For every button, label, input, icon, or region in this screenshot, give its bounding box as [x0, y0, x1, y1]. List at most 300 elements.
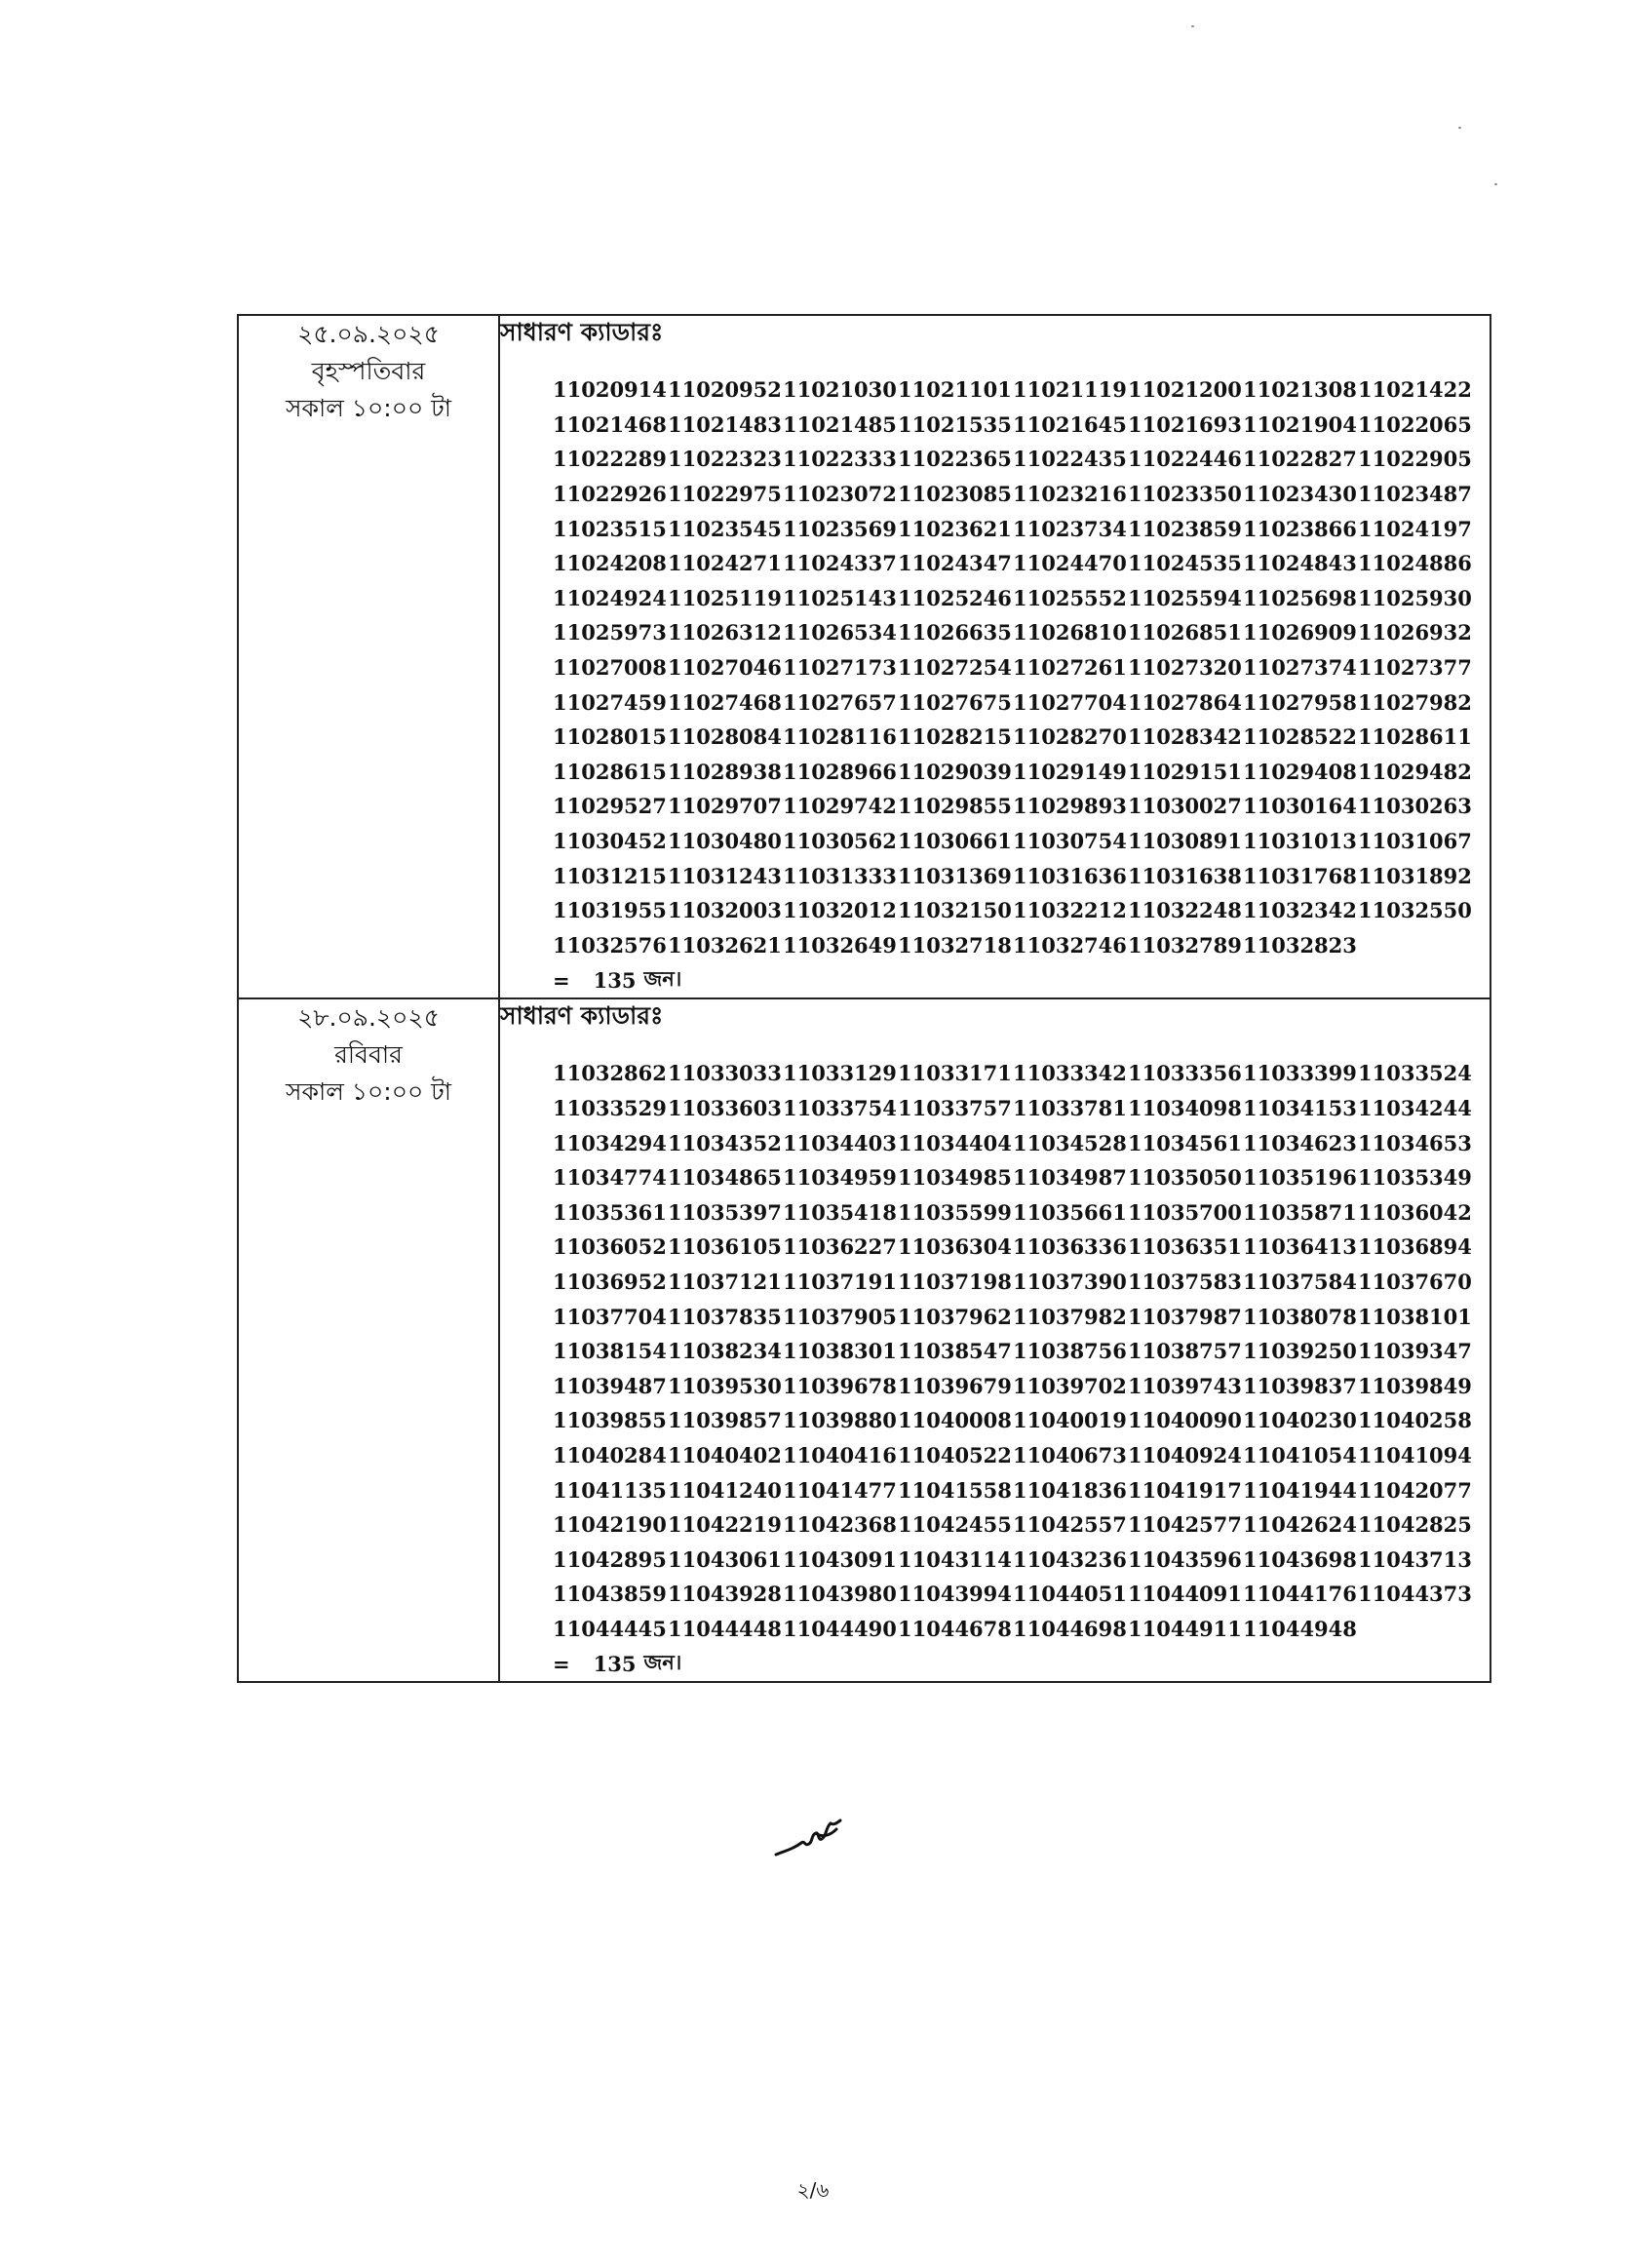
roll-number: 11037583: [1128, 1269, 1242, 1294]
roll-number-row: [500, 1403, 1490, 1438]
roll-list-cell: [499, 998, 1490, 1682]
roll-number: 11021693: [1128, 411, 1242, 437]
roll-number: 11029707: [668, 794, 782, 819]
roll-number: 11035349: [1358, 1165, 1472, 1191]
roll-number: 11025594: [1128, 585, 1242, 610]
roll-number: 11036042: [1358, 1199, 1472, 1225]
roll-number: 11043928: [668, 1582, 782, 1607]
roll-number: 11023487: [1358, 482, 1472, 507]
roll-number: 11042455: [898, 1512, 1012, 1538]
roll-number: 11042219: [668, 1512, 782, 1538]
roll-number: 11033342: [1013, 1061, 1127, 1086]
roll-number: 11032012: [783, 898, 897, 923]
roll-number-row: [500, 615, 1490, 650]
roll-number: 11029855: [898, 794, 1012, 819]
roll-number: 11039855: [553, 1408, 667, 1433]
roll-number-row: [500, 789, 1490, 824]
roll-number: 11043980: [783, 1582, 897, 1607]
roll-number: 11041240: [668, 1477, 782, 1503]
total-count: 135: [593, 1651, 637, 1676]
roll-number: 11031768: [1243, 863, 1357, 888]
roll-number: 11034528: [1013, 1130, 1127, 1155]
roll-number: 11028966: [783, 759, 897, 784]
roll-number: 11028615: [553, 759, 667, 784]
roll-number: 11037905: [783, 1304, 897, 1329]
roll-number: 11026534: [783, 620, 897, 645]
exam-date-cell: [238, 998, 499, 1682]
roll-number: 11028215: [898, 724, 1012, 750]
roll-number: 11023621: [898, 516, 1012, 541]
roll-number: 11040090: [1128, 1408, 1242, 1433]
roll-number: 11033524: [1358, 1061, 1472, 1086]
roll-number-row: [500, 1125, 1490, 1160]
roll-number-row: [500, 1194, 1490, 1230]
roll-number: 11032150: [898, 898, 1012, 923]
roll-number: 11024271: [668, 551, 782, 576]
roll-number: 11030754: [1013, 829, 1127, 854]
roll-number: 11031215: [553, 863, 667, 888]
roll-number: 11030263: [1358, 794, 1472, 819]
roll-number: 11023085: [898, 482, 1012, 507]
roll-number: 11029149: [1013, 759, 1127, 784]
scan-speck: [1458, 127, 1461, 129]
roll-number: 11037835: [668, 1304, 782, 1329]
roll-number: 11043994: [898, 1582, 1012, 1607]
roll-number: 11023545: [668, 516, 782, 541]
roll-number: 11037198: [898, 1269, 1012, 1294]
roll-number: 11030164: [1243, 794, 1357, 819]
roll-number: 11032003: [668, 898, 782, 923]
roll-number: 11027254: [898, 655, 1012, 681]
roll-number: 11024208: [553, 551, 667, 576]
roll-number: 11034623: [1243, 1130, 1357, 1155]
roll-number-row: [500, 477, 1490, 512]
roll-number: 11032212: [1013, 898, 1127, 923]
roll-number: 11034985: [898, 1165, 1012, 1191]
roll-number: 11027374: [1243, 655, 1357, 681]
roll-number: 11030452: [553, 829, 667, 854]
roll-number: 11041917: [1128, 1477, 1242, 1503]
roll-number: 11033754: [783, 1095, 897, 1120]
roll-number: 11043061: [668, 1546, 782, 1572]
roll-number: 11028342: [1128, 724, 1242, 750]
roll-number: 11038547: [898, 1339, 1012, 1364]
roll-number: 11039702: [1013, 1373, 1127, 1398]
roll-number: 11033757: [898, 1095, 1012, 1120]
roll-number: 11035661: [1013, 1199, 1127, 1225]
roll-number: 11020952: [668, 377, 782, 403]
roll-number-row: [500, 1612, 1490, 1647]
roll-number: 11021030: [783, 377, 897, 403]
roll-number: 11020914: [553, 377, 667, 403]
roll-number: 11036336: [1013, 1234, 1127, 1260]
roll-number: 11044091: [1128, 1582, 1242, 1607]
roll-number: 11036952: [553, 1269, 667, 1294]
roll-number: 11041944: [1243, 1477, 1357, 1503]
scan-speck: [1191, 25, 1194, 27]
roll-number: 11030891: [1128, 829, 1242, 854]
roll-number: 11027958: [1243, 689, 1357, 715]
roll-number-row: [500, 1265, 1490, 1300]
roll-number: 11022435: [1013, 447, 1127, 472]
roll-number: 11040673: [1013, 1442, 1127, 1467]
roll-number: 11044678: [898, 1616, 1012, 1641]
roll-number-row: [500, 824, 1490, 859]
roll-number: 11026851: [1128, 620, 1242, 645]
roll-number: 11034294: [553, 1130, 667, 1155]
roll-number: 11029482: [1358, 759, 1472, 784]
roll-number: 11024470: [1013, 551, 1127, 576]
roll-number: 11037982: [1013, 1304, 1127, 1329]
roll-number: 11041094: [1358, 1442, 1472, 1467]
roll-number-row: [500, 1056, 1490, 1091]
roll-number: 11027675: [898, 689, 1012, 715]
roll-number: 11027173: [783, 655, 897, 681]
roll-number: 11033356: [1128, 1061, 1242, 1086]
roll-number: 11022333: [783, 447, 897, 472]
roll-number: 11034774: [553, 1165, 667, 1191]
roll-number: 11027864: [1128, 689, 1242, 715]
roll-number: 11034153: [1243, 1095, 1357, 1120]
roll-number: 11037191: [783, 1269, 897, 1294]
roll-number: 11027459: [553, 689, 667, 715]
roll-number: 11023866: [1243, 516, 1357, 541]
roll-number: 11034403: [783, 1130, 897, 1155]
roll-number-row: [500, 1160, 1490, 1195]
roll-number: 11027982: [1358, 689, 1472, 715]
roll-number: 11029039: [898, 759, 1012, 784]
roll-number: 11033603: [668, 1095, 782, 1120]
roll-number: 11026909: [1243, 620, 1357, 645]
roll-number: 11044373: [1358, 1582, 1472, 1607]
cadre-title: সাধারণ ক্যাডারঃ: [500, 1001, 664, 1031]
roll-number: 11040924: [1128, 1442, 1242, 1467]
roll-number: 11028270: [1013, 724, 1127, 750]
roll-number: 11031067: [1358, 829, 1472, 854]
roll-number: 11021308: [1243, 377, 1357, 403]
roll-number: 11034959: [783, 1165, 897, 1191]
roll-number: 11026635: [898, 620, 1012, 645]
roll-number-row: [500, 650, 1490, 685]
roll-number: 11026810: [1013, 620, 1127, 645]
page-number: ২/৬: [796, 2178, 830, 2202]
roll-number: 11044051: [1013, 1582, 1127, 1607]
exam-date: ২৫.০৯.২০২৫: [297, 320, 440, 348]
roll-number: 11037390: [1013, 1269, 1127, 1294]
roll-number: 11044490: [783, 1616, 897, 1641]
roll-number: 11043236: [1013, 1546, 1127, 1572]
roll-number: 11040008: [898, 1408, 1012, 1433]
roll-number: 11032862: [553, 1061, 667, 1086]
roll-number: 11021119: [1013, 377, 1127, 403]
roll-number: 11037962: [898, 1304, 1012, 1329]
roll-number: 11037121: [668, 1269, 782, 1294]
roll-number-row: [500, 1368, 1490, 1403]
roll-number: 11035418: [783, 1199, 897, 1225]
roll-number: 11033529: [553, 1095, 667, 1120]
roll-number: 11023859: [1128, 516, 1242, 541]
exam-date-cell: [238, 315, 499, 998]
roll-number: 11035700: [1128, 1199, 1242, 1225]
roll-number: 11043114: [898, 1546, 1012, 1572]
roll-number: 11042577: [1128, 1512, 1242, 1538]
roll-number: 11034653: [1358, 1130, 1472, 1155]
roll-number: 11032746: [1013, 932, 1127, 958]
roll-number: 11029893: [1013, 794, 1127, 819]
roll-number: 11021101: [898, 377, 1012, 403]
roll-number: 11031243: [668, 863, 782, 888]
roll-number: 11025930: [1358, 585, 1472, 610]
roll-number: 11033781: [1013, 1095, 1127, 1120]
roll-number: 11041135: [553, 1477, 667, 1503]
roll-number-row: [500, 442, 1490, 477]
roll-number: 11039347: [1358, 1339, 1472, 1364]
total-equals: =: [553, 967, 570, 993]
roll-number-row: [500, 1577, 1490, 1612]
roll-number-row: [500, 755, 1490, 790]
exam-day: বৃহস্পতিবার: [311, 357, 426, 385]
roll-number: 11032342: [1243, 898, 1357, 923]
roll-number: 11029742: [783, 794, 897, 819]
roll-number: 11034865: [668, 1165, 782, 1191]
roll-number: 11035196: [1243, 1165, 1357, 1191]
roll-number: 11042557: [1013, 1512, 1127, 1538]
roll-number: 11021485: [783, 411, 897, 437]
roll-number: 11031333: [783, 863, 897, 888]
roll-number: 11025119: [668, 585, 782, 610]
roll-number: 11041836: [1013, 1477, 1127, 1503]
roll-number: 11035361: [553, 1199, 667, 1225]
roll-number: 11042624: [1243, 1512, 1357, 1538]
exam-schedule-table: [237, 314, 1491, 1683]
roll-number: 11023216: [1013, 482, 1127, 507]
exam-day: রবিবার: [334, 1040, 403, 1070]
schedule-row: [238, 998, 1490, 1682]
roll-number: 11044948: [1243, 1616, 1357, 1641]
roll-number: 11022827: [1243, 447, 1357, 472]
roll-number: 11043698: [1243, 1546, 1357, 1572]
roll-number: 11027261: [1013, 655, 1127, 681]
roll-number: 11038234: [668, 1339, 782, 1364]
roll-number: 11040284: [553, 1442, 667, 1467]
roll-number: 11043596: [1128, 1546, 1242, 1572]
roll-number: 11041558: [898, 1477, 1012, 1503]
roll-number: 11030027: [1128, 794, 1242, 819]
roll-number: 11025143: [783, 585, 897, 610]
roll-number: 11024886: [1358, 551, 1472, 576]
roll-number: 11022975: [668, 482, 782, 507]
total-equals: =: [553, 1651, 570, 1676]
roll-number: 11042190: [553, 1512, 667, 1538]
roll-number: 11021200: [1128, 377, 1242, 403]
roll-number: 11036894: [1358, 1234, 1472, 1260]
roll-number: 11039487: [553, 1373, 667, 1398]
roll-number: 11023072: [783, 482, 897, 507]
roll-number-row: [500, 1472, 1490, 1507]
roll-number: 11039880: [783, 1408, 897, 1433]
roll-number: 11039849: [1358, 1373, 1472, 1398]
roll-number: 11028522: [1243, 724, 1357, 750]
roll-number: 11025552: [1013, 585, 1127, 610]
roll-number: 11032248: [1128, 898, 1242, 923]
roll-number: 11031638: [1128, 863, 1242, 888]
schedule-row: [238, 315, 1490, 998]
roll-number: 11027657: [783, 689, 897, 715]
roll-number-row: [500, 1334, 1490, 1369]
roll-number: 11032649: [783, 932, 897, 958]
roll-number: 11029151: [1128, 759, 1242, 784]
roll-number: 11024197: [1358, 516, 1472, 541]
roll-number: 11021422: [1358, 377, 1472, 403]
roll-list-cell: [499, 315, 1490, 998]
roll-number: 11029527: [553, 794, 667, 819]
roll-number: 11030480: [668, 829, 782, 854]
roll-number: 11044698: [1013, 1616, 1127, 1641]
candidate-total: [500, 962, 1490, 997]
roll-number: 11043713: [1358, 1546, 1472, 1572]
roll-number: 11038078: [1243, 1304, 1357, 1329]
roll-number: 11040522: [898, 1442, 1012, 1467]
roll-number: 11027320: [1128, 655, 1242, 681]
roll-number: 11036227: [783, 1234, 897, 1260]
roll-number: 11044445: [553, 1616, 667, 1641]
cadre-title: সাধারণ ক্যাডারঃ: [500, 318, 664, 346]
roll-number: 11044448: [668, 1616, 782, 1641]
roll-number: 11021468: [553, 411, 667, 437]
roll-number: 11027046: [668, 655, 782, 681]
total-count: 135: [593, 967, 637, 993]
roll-number: 11042895: [553, 1546, 667, 1572]
roll-number-row: [500, 546, 1490, 581]
roll-number: 11037584: [1243, 1269, 1357, 1294]
roll-number-row: [500, 1230, 1490, 1265]
roll-number-row: [500, 928, 1490, 963]
roll-number: 11035050: [1128, 1165, 1242, 1191]
roll-number: 11023515: [553, 516, 667, 541]
roll-number: 11030661: [898, 829, 1012, 854]
roll-number: 11039743: [1128, 1373, 1242, 1398]
roll-number: 11031892: [1358, 863, 1472, 888]
roll-number: 11038756: [1013, 1339, 1127, 1364]
roll-number: 11021483: [668, 411, 782, 437]
signature-mark: [772, 1812, 850, 1870]
roll-number: 11028938: [668, 759, 782, 784]
roll-number: 11034987: [1013, 1165, 1127, 1191]
roll-number-row: [500, 581, 1490, 616]
roll-number: 11032789: [1128, 932, 1242, 958]
roll-number: 11040402: [668, 1442, 782, 1467]
roll-number: 11027008: [553, 655, 667, 681]
roll-number: 11034561: [1128, 1130, 1242, 1155]
roll-number: 11034098: [1128, 1095, 1242, 1120]
roll-number: 11042825: [1358, 1512, 1472, 1538]
roll-number: 11038757: [1128, 1339, 1242, 1364]
roll-number: 11024924: [553, 585, 667, 610]
total-unit: জন।: [643, 1650, 682, 1674]
roll-number: 11040230: [1243, 1408, 1357, 1433]
roll-number: 11022065: [1358, 411, 1472, 437]
roll-number: 11022289: [553, 447, 667, 472]
roll-number-row: [500, 720, 1490, 755]
roll-number: 11043859: [553, 1582, 667, 1607]
roll-number: 11029408: [1243, 759, 1357, 784]
roll-number: 11039837: [1243, 1373, 1357, 1398]
roll-number: 11036105: [668, 1234, 782, 1260]
roll-number: 11043091: [783, 1546, 897, 1572]
exam-time: সকাল ১০:০০ টা: [285, 1077, 452, 1107]
roll-number: 11035397: [668, 1199, 782, 1225]
roll-number: 11039250: [1243, 1339, 1357, 1364]
roll-number: 11026932: [1358, 620, 1472, 645]
roll-number: 11044911: [1128, 1616, 1242, 1641]
roll-number: 11032550: [1358, 898, 1472, 923]
roll-number: 11032621: [668, 932, 782, 958]
roll-number: 11022905: [1358, 447, 1472, 472]
roll-number-row: [500, 511, 1490, 546]
roll-number: 11027377: [1358, 655, 1472, 681]
roll-number: 11026312: [668, 620, 782, 645]
roll-number-row: [500, 684, 1490, 720]
roll-number: 11032718: [898, 932, 1012, 958]
roll-number-row: [500, 858, 1490, 893]
roll-number-row: [500, 372, 1490, 408]
roll-number: 11041477: [783, 1477, 897, 1503]
roll-number: 11033129: [783, 1061, 897, 1086]
roll-number: 11036413: [1243, 1234, 1357, 1260]
roll-number: 11024535: [1128, 551, 1242, 576]
roll-number: 11040258: [1358, 1408, 1472, 1433]
roll-number: 11023569: [783, 516, 897, 541]
roll-number: 11038301: [783, 1339, 897, 1364]
roll-number: 11032576: [553, 932, 667, 958]
candidate-total: [500, 1646, 1490, 1681]
exam-time: সকাল ১০:০০ টা: [285, 394, 452, 422]
roll-number: 11038101: [1358, 1304, 1472, 1329]
roll-number: 11042077: [1358, 1477, 1472, 1503]
roll-number: 11024347: [898, 551, 1012, 576]
roll-number: 11021645: [1013, 411, 1127, 437]
roll-number: 11039530: [668, 1373, 782, 1398]
roll-number: 11025698: [1243, 585, 1357, 610]
roll-number: 11036351: [1128, 1234, 1242, 1260]
roll-number: 11032823: [1243, 932, 1357, 958]
roll-number: 11022365: [898, 447, 1012, 472]
roll-number: 11031636: [1013, 863, 1127, 888]
roll-number: 11031955: [553, 898, 667, 923]
roll-number: 11033033: [668, 1061, 782, 1086]
roll-number: 11028611: [1358, 724, 1472, 750]
roll-number: 11024337: [783, 551, 897, 576]
roll-number: 11031369: [898, 863, 1012, 888]
roll-number: 11036304: [898, 1234, 1012, 1260]
roll-number: 11022323: [668, 447, 782, 472]
roll-number-row: [500, 1507, 1490, 1543]
roll-number: 11041054: [1243, 1442, 1357, 1467]
roll-number: 11037987: [1128, 1304, 1242, 1329]
scan-speck: [1494, 183, 1497, 185]
roll-number: 11021904: [1243, 411, 1357, 437]
roll-number-row: [500, 1091, 1490, 1126]
roll-number: 11022446: [1128, 447, 1242, 472]
roll-number: 11023734: [1013, 516, 1127, 541]
roll-number: 11039679: [898, 1373, 1012, 1398]
roll-number: 11034404: [898, 1130, 1012, 1155]
roll-number: 11033399: [1243, 1061, 1357, 1086]
roll-number: 11036052: [553, 1234, 667, 1260]
roll-number: 11023350: [1128, 482, 1242, 507]
roll-number: 11039678: [783, 1373, 897, 1398]
roll-number: 11034244: [1358, 1095, 1472, 1120]
